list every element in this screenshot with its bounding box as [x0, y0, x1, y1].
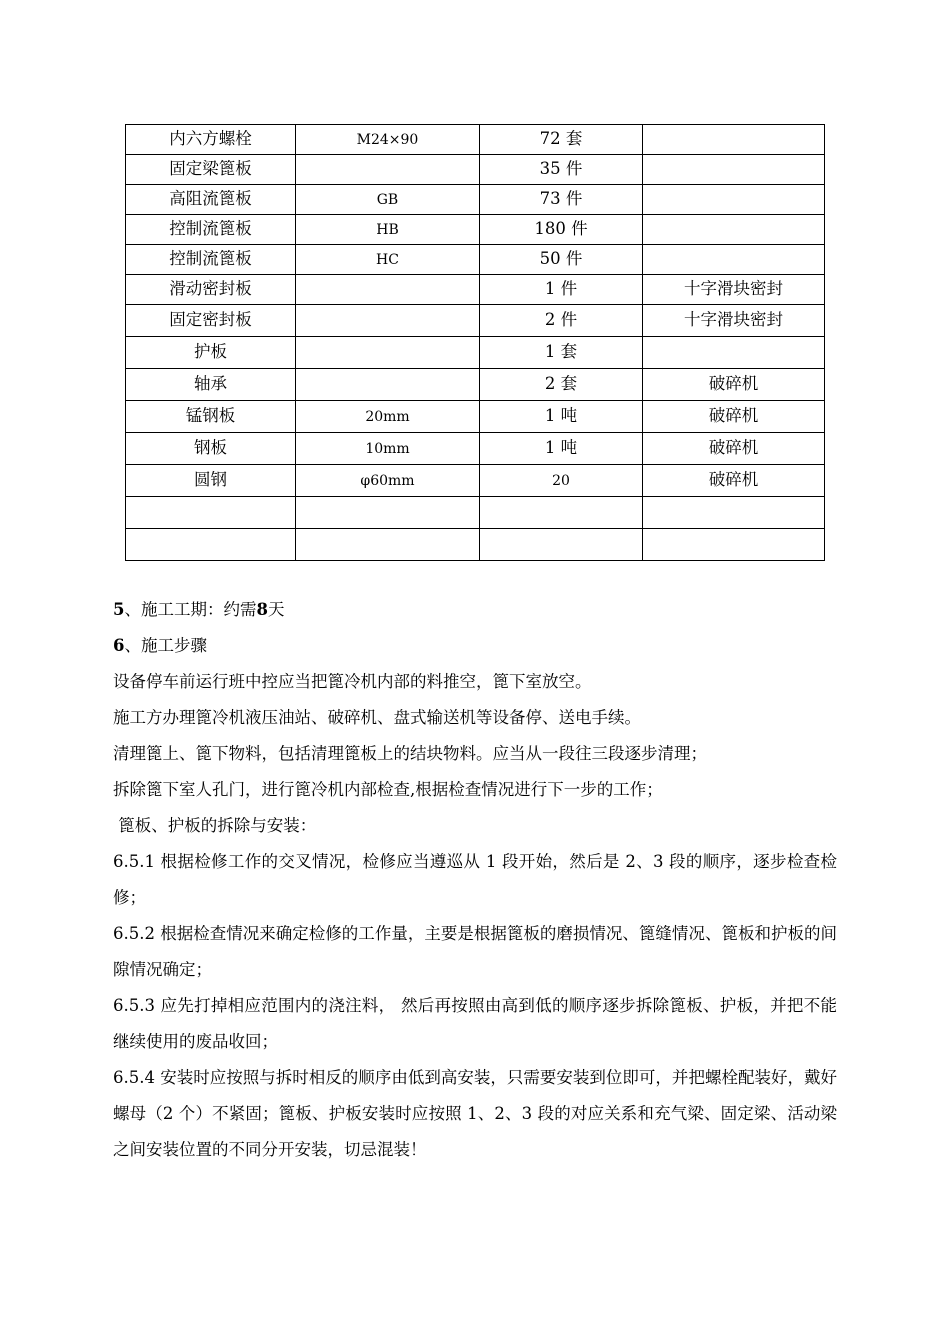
part-spec-cell: HB [296, 215, 480, 245]
part-qty-cell: 180 件 [480, 215, 643, 245]
part-name-cell: 滑动密封板 [126, 275, 296, 305]
section-6-text: 、施工步骤 [124, 636, 207, 655]
part-spec-cell: φ60mm [296, 465, 480, 497]
step-paragraph-6-5-4: 6.5.4 安装时应按照与拆时相反的顺序由低到高安装，只需要安装到位即可，并把螺栓配装好，戴好螺母（2 个）不紧固；篦板、护板安装时应按照 1、2、3 段的对应关系和充气梁、固定梁、活动梁之间安装位置的不同分开安装，切忌混装！ [113, 1068, 837, 1159]
document-body [113, 592, 837, 1168]
part-name-cell: 圆钢 [126, 465, 296, 497]
part-spec-cell: M24×90 [296, 125, 480, 155]
part-qty-cell: 73 件 [480, 185, 643, 215]
part-note-cell: 破碎机 [643, 401, 825, 433]
table-row [126, 275, 825, 305]
section-6-heading [113, 628, 837, 664]
section-6-number: 6 [113, 636, 125, 655]
part-qty-cell: 1 吨 [480, 433, 643, 465]
part-note-cell [643, 125, 825, 155]
part-spec-cell [296, 155, 480, 185]
step-paragraph: 清理篦上、篦下物料，包括清理篦板上的结块物料。应当从一段往三段逐步清理； [113, 744, 707, 763]
part-qty-cell: 72 套 [480, 125, 643, 155]
part-note-cell [643, 529, 825, 561]
part-note-cell [643, 337, 825, 369]
part-note-cell [643, 245, 825, 275]
table-row [126, 215, 825, 245]
table-row [126, 465, 825, 497]
part-qty-cell: 1 套 [480, 337, 643, 369]
part-name-cell: 固定梁篦板 [126, 155, 296, 185]
part-spec-cell [296, 275, 480, 305]
table-row [126, 305, 825, 337]
part-note-cell: 十字滑块密封 [643, 305, 825, 337]
part-note-cell [643, 497, 825, 529]
part-note-cell [643, 185, 825, 215]
table-row [126, 245, 825, 275]
part-qty-cell: 35 件 [480, 155, 643, 185]
part-name-cell: 高阻流篦板 [126, 185, 296, 215]
section-5-number: 5 [113, 600, 125, 619]
step-paragraph: 篦板、护板的拆除与安装： [113, 816, 317, 835]
step-paragraph-6-5-3: 6.5.3 应先打掉相应范围内的浇注料， 然后再按照由高到低的顺序逐步拆除篦板、护板，并把不能继续使用的废品收回； [113, 996, 837, 1051]
part-qty-cell: 2 套 [480, 369, 643, 401]
part-spec-cell [296, 529, 480, 561]
part-name-cell: 控制流篦板 [126, 245, 296, 275]
part-name-cell: 内六方螺栓 [126, 125, 296, 155]
table-row [126, 337, 825, 369]
part-name-cell: 轴承 [126, 369, 296, 401]
section-5-unit: 天 [267, 600, 285, 619]
part-note-cell: 破碎机 [643, 369, 825, 401]
part-qty-cell [480, 497, 643, 529]
part-spec-cell: 20mm [296, 401, 480, 433]
table-row [126, 497, 825, 529]
table-row [126, 125, 825, 155]
section-5-days: 8 [256, 600, 268, 619]
part-name-cell: 控制流篦板 [126, 215, 296, 245]
part-name-cell [126, 497, 296, 529]
step-paragraph: 设备停车前运行班中控应当把篦冷机内部的料推空，篦下室放空。 [113, 672, 592, 691]
part-note-cell: 破碎机 [643, 465, 825, 497]
part-qty-cell: 2 件 [480, 305, 643, 337]
table-row [126, 185, 825, 215]
step-paragraph: 施工方办理篦冷机液压油站、破碎机、盘式输送机等设备停、送电手续。 [113, 708, 641, 727]
part-name-cell [126, 529, 296, 561]
parts-table [125, 124, 825, 561]
part-spec-cell [296, 337, 480, 369]
part-name-cell: 固定密封板 [126, 305, 296, 337]
part-qty-cell: 50 件 [480, 245, 643, 275]
part-note-cell [643, 155, 825, 185]
table-row [126, 433, 825, 465]
table-row [126, 401, 825, 433]
part-qty-cell: 20 [480, 465, 643, 497]
part-name-cell: 钢板 [126, 433, 296, 465]
step-paragraph-6-5-1: 6.5.1 根据检修工作的交叉情况，检修应当遵巡从 1 段开始，然后是 2、3 段的顺序，逐步检查检修； [113, 852, 837, 907]
table-row [126, 369, 825, 401]
part-name-cell: 锰钢板 [126, 401, 296, 433]
part-spec-cell: 10mm [296, 433, 480, 465]
part-spec-cell [296, 369, 480, 401]
part-qty-cell [480, 529, 643, 561]
step-paragraph-6-5-2: 6.5.2 根据检查情况来确定检修的工作量，主要是根据篦板的磨损情况、篦缝情况、篦板和护板的间隙情况确定； [113, 924, 837, 979]
part-note-cell [643, 215, 825, 245]
section-5-text: 、施工工期：约需 [124, 600, 257, 619]
table-row [126, 529, 825, 561]
part-spec-cell [296, 305, 480, 337]
part-spec-cell: HC [296, 245, 480, 275]
part-qty-cell: 1 件 [480, 275, 643, 305]
part-spec-cell: GB [296, 185, 480, 215]
part-qty-cell: 1 吨 [480, 401, 643, 433]
part-spec-cell [296, 497, 480, 529]
step-paragraph: 拆除篦下室人孔门，进行篦冷机内部检查,根据检查情况进行下一步的工作； [113, 780, 663, 799]
table-row [126, 155, 825, 185]
part-note-cell: 十字滑块密封 [643, 275, 825, 305]
part-note-cell: 破碎机 [643, 433, 825, 465]
section-5-heading [113, 592, 837, 628]
part-name-cell: 护板 [126, 337, 296, 369]
